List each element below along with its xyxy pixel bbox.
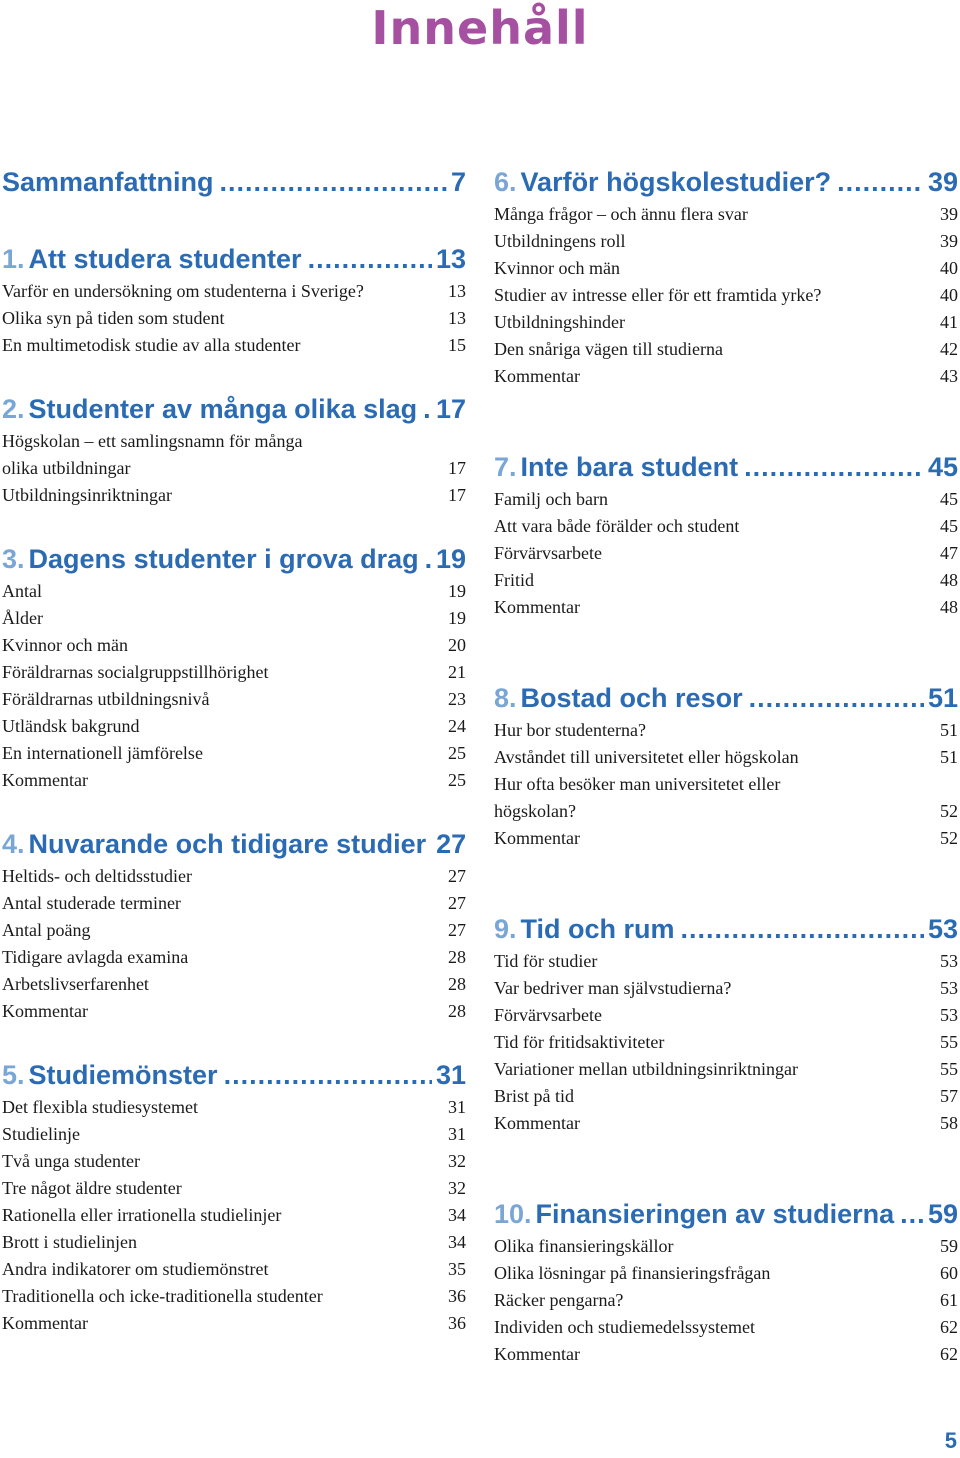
toc-entry[interactable] — [494, 1056, 958, 1083]
section-number: 3. — [2, 544, 25, 574]
toc-section — [494, 165, 958, 390]
entry-text: Tre något äldre studenter — [2, 1178, 182, 1198]
toc-entry[interactable] — [494, 594, 958, 621]
entry-text: Brott i studielinjen — [2, 1232, 137, 1252]
entry-text: Var bedriver man självstudierna? — [494, 978, 732, 998]
entry-page: 28 — [448, 947, 466, 967]
entry-text: Andra indikatorer om studiemönstret — [2, 1259, 269, 1279]
dot-leader — [308, 242, 432, 276]
entry-text: Tidigare avlagda examina — [2, 947, 189, 967]
section-number: 4. — [2, 829, 25, 859]
entry-page: 13 — [448, 308, 466, 328]
entry-text: Kommentar — [494, 1113, 580, 1133]
toc-entry[interactable] — [494, 1110, 958, 1137]
entry-page: 36 — [448, 1286, 466, 1306]
toc-entry[interactable] — [2, 1202, 466, 1229]
entry-text: olika utbildningar — [2, 458, 131, 478]
section-heading-link[interactable] — [2, 1058, 466, 1094]
toc-entry[interactable] — [2, 578, 466, 605]
toc-entry[interactable] — [494, 513, 958, 540]
toc-entry[interactable] — [494, 228, 958, 255]
entry-page: 28 — [448, 974, 466, 994]
entry-page: 24 — [448, 716, 466, 736]
entry-text: Kommentar — [494, 366, 580, 386]
toc-entry[interactable] — [494, 567, 958, 594]
entry-page: 19 — [448, 608, 466, 628]
entry-text: Olika syn på tiden som student — [2, 308, 225, 328]
entry-text: Att vara både förälder och student — [494, 516, 740, 536]
entry-page: 59 — [940, 1236, 958, 1256]
section-title: Finansieringen av studierna — [535, 1199, 895, 1229]
page-number: 5 — [944, 1428, 957, 1453]
entry-page: 47 — [940, 543, 958, 563]
section-number: 2. — [2, 394, 25, 424]
toc-entry[interactable] — [494, 771, 958, 798]
toc-entry[interactable] — [2, 767, 466, 794]
toc-entry[interactable] — [2, 632, 466, 659]
toc-section — [2, 392, 466, 509]
section-heading-link[interactable] — [2, 242, 466, 278]
entry-text: Räcker pengarna? — [494, 1290, 624, 1310]
entry-text: Varför en undersökning om studenterna i Sverige? — [2, 281, 364, 301]
entry-page: 53 — [940, 951, 958, 971]
toc-entry[interactable] — [2, 1121, 466, 1148]
entry-page: 27 — [448, 866, 466, 886]
section-number: 9. — [494, 914, 517, 944]
entry-text: Brist på tid — [494, 1086, 574, 1106]
section-page: 39 — [927, 167, 958, 197]
dot-leader — [744, 450, 924, 484]
dot-leader — [423, 392, 432, 426]
toc-entry[interactable] — [2, 917, 466, 944]
entry-page: 51 — [940, 747, 958, 767]
entry-text: Olika finansieringskällor — [494, 1236, 674, 1256]
entry-text: Kommentar — [494, 828, 580, 848]
section-page: 17 — [435, 394, 466, 424]
toc-entry[interactable] — [2, 998, 466, 1025]
entry-page: 27 — [448, 893, 466, 913]
entry-page: 31 — [448, 1097, 466, 1117]
entry-text: Antal — [2, 581, 42, 601]
entry-text: Olika lösningar på finansieringsfrågan — [494, 1263, 771, 1283]
toc-entry[interactable] — [494, 1260, 958, 1287]
section-heading-link[interactable] — [2, 542, 466, 578]
entry-page: 48 — [940, 597, 958, 617]
entry-page: 61 — [940, 1290, 958, 1310]
toc-entry[interactable] — [494, 1341, 958, 1368]
toc-entry[interactable] — [2, 1229, 466, 1256]
toc-entry[interactable] — [2, 605, 466, 632]
toc-section — [494, 450, 958, 621]
entry-text: Kommentar — [2, 1001, 88, 1021]
toc-entry[interactable] — [494, 1083, 958, 1110]
toc-left-column — [2, 165, 466, 1337]
dot-leader — [749, 681, 924, 715]
entry-text: högskolan? — [494, 801, 576, 821]
toc-entry[interactable] — [2, 1283, 466, 1310]
toc-section — [494, 1197, 958, 1368]
toc-entry[interactable] — [494, 1314, 958, 1341]
entry-page: 40 — [940, 258, 958, 278]
entry-page: 15 — [448, 335, 466, 355]
entry-text: Tid för fritidsaktiviteter — [494, 1032, 665, 1052]
toc-entry[interactable] — [494, 1233, 958, 1260]
section-title: Dagens studenter i grova drag — [28, 544, 419, 574]
entry-page: 17 — [448, 485, 466, 505]
entry-page: 40 — [940, 285, 958, 305]
entry-text: Två unga studenter — [2, 1151, 140, 1171]
toc-entry[interactable] — [2, 305, 466, 332]
toc-entry[interactable] — [2, 1310, 466, 1337]
entry-page: 32 — [448, 1151, 466, 1171]
toc-entry[interactable] — [494, 744, 958, 771]
entry-page: 53 — [940, 978, 958, 998]
toc-section — [2, 827, 466, 1025]
entry-page: 43 — [940, 366, 958, 386]
entry-page: 39 — [940, 204, 958, 224]
entry-page: 35 — [448, 1259, 466, 1279]
entry-text: Hur ofta besöker man universitetet eller — [494, 774, 781, 794]
entry-page: 57 — [940, 1086, 958, 1106]
dot-leader — [837, 165, 924, 199]
entry-text: Kvinnor och män — [2, 635, 128, 655]
toc-section — [494, 681, 958, 852]
entry-page: 17 — [448, 458, 466, 478]
section-page: 31 — [435, 1060, 466, 1090]
toc-entry[interactable] — [494, 717, 958, 744]
toc-section — [2, 165, 466, 201]
entry-text: Individen och studiemedelssystemet — [494, 1317, 755, 1337]
toc-entry[interactable] — [494, 282, 958, 309]
section-heading-link[interactable] — [494, 912, 958, 948]
page-title: Innehåll — [371, 1, 589, 55]
toc-entry[interactable] — [2, 944, 466, 971]
entry-page: 55 — [940, 1032, 958, 1052]
entry-page: 45 — [940, 489, 958, 509]
entry-page: 62 — [940, 1344, 958, 1364]
toc-entry[interactable] — [494, 975, 958, 1002]
toc-entry[interactable] — [494, 798, 958, 825]
entry-text: Utländsk bakgrund — [2, 716, 140, 736]
section-page: 59 — [927, 1199, 958, 1229]
entry-text: Kommentar — [2, 1313, 88, 1333]
entry-text: Tid för studier — [494, 951, 598, 971]
entry-page: 52 — [940, 801, 958, 821]
dot-leader — [681, 912, 924, 946]
entry-text: En internationell jämförelse — [2, 743, 203, 763]
entry-page: 39 — [940, 231, 958, 251]
toc-entry[interactable] — [2, 482, 466, 509]
entry-text: Familj och barn — [494, 489, 608, 509]
entry-page: 25 — [448, 743, 466, 763]
entry-text: Antal poäng — [2, 920, 91, 940]
toc-section — [2, 1058, 466, 1337]
entry-page: 28 — [448, 1001, 466, 1021]
entry-text: Traditionella och icke-traditionella studenter — [2, 1286, 323, 1306]
section-heading-link[interactable] — [2, 165, 466, 201]
section-page: 51 — [927, 683, 958, 713]
section-number: 10. — [494, 1199, 532, 1229]
section-title: Att studera studenter — [28, 244, 302, 274]
entry-text: Hur bor studenterna? — [494, 720, 646, 740]
toc-entry[interactable] — [2, 740, 466, 767]
section-title: Varför högskolestudier? — [520, 167, 832, 197]
dot-leader — [224, 1058, 432, 1092]
entry-text: Kommentar — [494, 1344, 580, 1364]
toc-entry[interactable] — [494, 201, 958, 228]
entry-text: Utbildningsinriktningar — [2, 485, 172, 505]
toc-entry[interactable] — [494, 309, 958, 336]
entry-text: En multimetodisk studie av alla studenter — [2, 335, 301, 355]
section-page: 13 — [435, 244, 466, 274]
entry-text: Heltids- och deltidsstudier — [2, 866, 192, 886]
toc-entry[interactable] — [2, 1256, 466, 1283]
section-title: Studenter av många olika slag — [28, 394, 418, 424]
entry-text: Studier av intresse eller för ett framtida yrke? — [494, 285, 822, 305]
toc-entry[interactable] — [2, 455, 466, 482]
entry-page: 23 — [448, 689, 466, 709]
toc-entry[interactable] — [494, 486, 958, 513]
section-title: Tid och rum — [520, 914, 675, 944]
entry-page: 42 — [940, 339, 958, 359]
entry-page: 25 — [448, 770, 466, 790]
section-number: 7. — [494, 452, 517, 482]
dot-leader — [900, 1197, 924, 1231]
entry-page: 31 — [448, 1124, 466, 1144]
entry-page: 13 — [448, 281, 466, 301]
entry-text: Kvinnor och män — [494, 258, 620, 278]
entry-text: Förvärvsarbete — [494, 1005, 602, 1025]
entry-text: Föräldrarnas utbildningsnivå — [2, 689, 210, 709]
section-heading-link[interactable] — [2, 827, 466, 863]
section-title: Nuvarande och tidigare studier — [28, 829, 427, 859]
section-number: 5. — [2, 1060, 25, 1090]
section-number: 1. — [2, 244, 25, 274]
toc-entry[interactable] — [494, 1002, 958, 1029]
entry-text: Fritid — [494, 570, 535, 590]
section-heading-link[interactable] — [494, 681, 958, 717]
toc-entry[interactable] — [494, 363, 958, 390]
toc-section — [2, 242, 466, 359]
entry-text: Ålder — [2, 608, 43, 628]
toc-entry[interactable] — [2, 713, 466, 740]
dot-leader — [220, 165, 447, 199]
toc-entry[interactable] — [494, 336, 958, 363]
entry-page: 52 — [940, 828, 958, 848]
entry-text: Studielinje — [2, 1124, 80, 1144]
toc-entry[interactable] — [2, 428, 466, 455]
section-page: 7 — [450, 167, 466, 197]
section-number: 8. — [494, 683, 517, 713]
entry-page: 48 — [940, 570, 958, 590]
entry-page: 62 — [940, 1317, 958, 1337]
entry-text: Förvärvsarbete — [494, 543, 602, 563]
toc-entry[interactable] — [2, 1175, 466, 1202]
section-number: 6. — [494, 167, 517, 197]
toc-right-column — [494, 165, 958, 1368]
entry-page: 19 — [448, 581, 466, 601]
toc-entry[interactable] — [494, 948, 958, 975]
entry-page: 45 — [940, 516, 958, 536]
toc-entry[interactable] — [494, 255, 958, 282]
entry-page: 60 — [940, 1263, 958, 1283]
section-title: Inte bara student — [520, 452, 739, 482]
toc-entry[interactable] — [2, 332, 466, 359]
entry-page: 34 — [448, 1232, 466, 1252]
entry-text: Rationella eller irrationella studielinjer — [2, 1205, 282, 1225]
entry-text: Utbildningshinder — [494, 312, 625, 332]
section-page: 27 — [436, 829, 466, 859]
entry-page: 58 — [940, 1113, 958, 1133]
dot-leader — [425, 542, 432, 576]
entry-text: Utbildningens roll — [494, 231, 626, 251]
toc-entry[interactable] — [494, 1287, 958, 1314]
toc-entry[interactable] — [2, 686, 466, 713]
toc-entry[interactable] — [2, 278, 466, 305]
entry-text: Variationer mellan utbildningsinriktningar — [494, 1059, 798, 1079]
entry-page: 27 — [448, 920, 466, 940]
entry-page: 32 — [448, 1178, 466, 1198]
entry-page: 51 — [940, 720, 958, 740]
entry-text: Många frågor – och ännu flera svar — [494, 204, 748, 224]
entry-page: 36 — [448, 1313, 466, 1333]
entry-page: 53 — [940, 1005, 958, 1025]
entry-text: Avståndet till universitetet eller högskolan — [494, 747, 799, 767]
entry-page: 55 — [940, 1059, 958, 1079]
entry-text: Kommentar — [2, 770, 88, 790]
toc-entry[interactable] — [2, 890, 466, 917]
entry-text: Arbetslivserfarenhet — [2, 974, 149, 994]
toc-entry[interactable] — [2, 659, 466, 686]
toc-entry[interactable] — [2, 1148, 466, 1175]
section-page: 45 — [927, 452, 958, 482]
section-title: Sammanfattning — [2, 167, 214, 197]
entry-page: 34 — [448, 1205, 466, 1225]
toc-section — [2, 542, 466, 794]
toc-entry[interactable] — [494, 540, 958, 567]
section-heading-link[interactable] — [2, 392, 466, 428]
section-page: 53 — [927, 914, 958, 944]
entry-text: Föräldrarnas socialgruppstillhörighet — [2, 662, 269, 682]
section-heading-link[interactable] — [494, 165, 958, 201]
entry-text: Högskolan – ett samlingsnamn för många — [2, 431, 303, 451]
entry-page: 21 — [448, 662, 466, 682]
section-page: 19 — [435, 544, 466, 574]
toc-entry[interactable] — [2, 971, 466, 998]
toc-section — [494, 912, 958, 1137]
entry-text: Kommentar — [494, 597, 580, 617]
section-title: Bostad och resor — [520, 683, 743, 713]
toc-entry[interactable] — [2, 1094, 466, 1121]
toc-entry[interactable] — [494, 825, 958, 852]
toc-entry[interactable] — [494, 1029, 958, 1056]
entry-page: 41 — [940, 312, 958, 332]
section-title: Studiemönster — [28, 1060, 218, 1090]
entry-text: Det flexibla studiesystemet — [2, 1097, 198, 1117]
entry-text: Den snåriga vägen till studierna — [494, 339, 723, 359]
section-heading-link[interactable] — [494, 1197, 958, 1233]
entry-text: Antal studerade terminer — [2, 893, 181, 913]
toc-entry[interactable] — [2, 863, 466, 890]
entry-page: 20 — [448, 635, 466, 655]
section-heading-link[interactable] — [494, 450, 958, 486]
